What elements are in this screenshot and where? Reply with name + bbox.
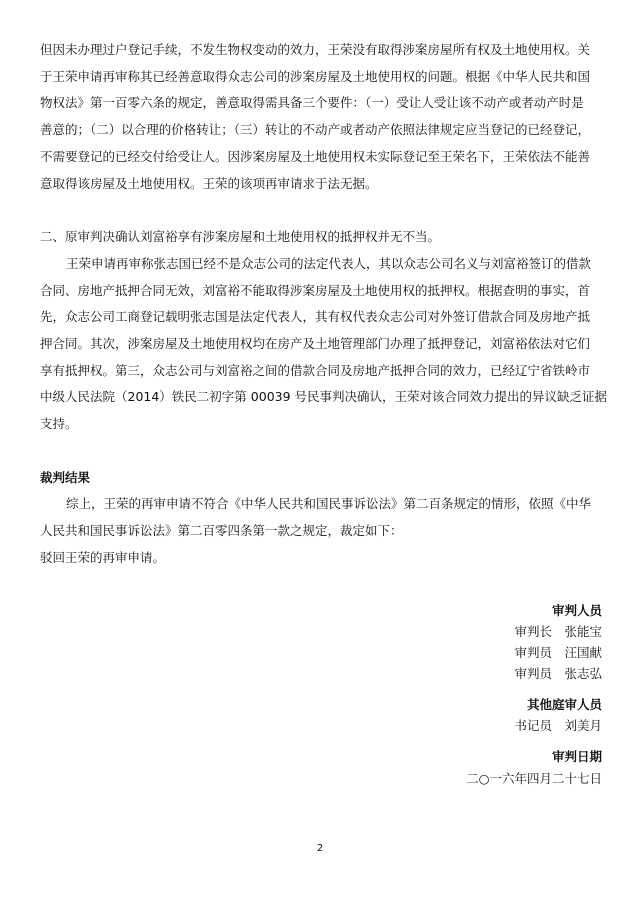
text-line: 享有抵押权。第三，众志公司与刘富裕之间的借款合同及房地产抵押合同的效力，已经辽宁省铁岭市 (40, 363, 591, 378)
text-line: 善意的；（二）以合理的价格转让；（三）转让的不动产或者动产依照法律规定应当登记的已经登记， (40, 122, 591, 137)
text-line: 先，众志公司工商登记载明张志国是法定代表人，其有权代表众志公司对外签订借款合同及房地产抵 (40, 309, 591, 324)
text-line: 不需要登记的已经交付给受让人。因涉案房屋及土地使用权未实际登记至王荣名下，王荣依法不能善 (40, 149, 591, 164)
text-line: 支持。 (40, 416, 78, 431)
text-line: 中级人民法院（2014）铁民二初字第 00039 号民事判决确认，王荣对该合同效力提出的异议缺乏证据 (40, 389, 608, 404)
presiding-judge: 审判长 张能宝 (514, 624, 602, 639)
ruling-line: 驳回王荣的再审申请。 (40, 550, 166, 565)
judgment-date: 二○一六年四月二十七日 (466, 771, 602, 786)
result-heading: 裁判结果 (40, 470, 91, 485)
text-line: 王荣申请再审称张志国已经不是众志公司的法定代表人，其以众志公司名义与刘富裕签订的借款 (66, 256, 592, 271)
judge: 审判员 张志弘 (514, 666, 602, 681)
text-line: 押合同。其次，涉案房屋及土地使用权均在房产及土地管理部门办理了抵押登记，刘富裕依法对它们 (40, 336, 591, 351)
other-staff-heading: 其他庭审人员 (526, 697, 602, 712)
section-heading: 二、原审判决确认刘富裕享有涉案房屋和土地使用权的抵押权并无不当。 (40, 229, 441, 244)
judge: 审判员 汪国献 (514, 645, 602, 660)
judges-heading: 审判人员 (551, 603, 602, 618)
text-line: 合同、房地产抵押合同无效，刘富裕不能取得涉案房屋及土地使用权的抵押权。根据查明的事实，首 (40, 283, 591, 298)
text-line: 于王荣申请再审称其已经善意取得众志公司的涉案房屋及土地使用权的问题。根据《中华人民共和国 (40, 69, 591, 84)
date-heading: 审判日期 (551, 749, 602, 764)
text-line: 物权法》第一百零六条的规定，善意取得需具备三个要件：（一）受让人受让该不动产或者动产时是 (40, 95, 584, 110)
clerk: 书记员 刘美月 (514, 718, 602, 733)
text-line: 综上，王荣的再审申请不符合《中华人民共和国民事诉讼法》第二百条规定的情形，依照《中华 (66, 496, 592, 511)
text-line: 人民共和国民事诉讼法》第二百零四条第一款之规定，裁定如下： (40, 523, 403, 538)
text-line: 意取得该房屋及土地使用权。王荣的该项再审请求于法无据。 (40, 176, 378, 191)
text-line: 但因未办理过户登记手续，不发生物权变动的效力，王荣没有取得涉案房屋所有权及土地使用权。关 (40, 42, 591, 57)
page-number: 2 (316, 843, 324, 854)
